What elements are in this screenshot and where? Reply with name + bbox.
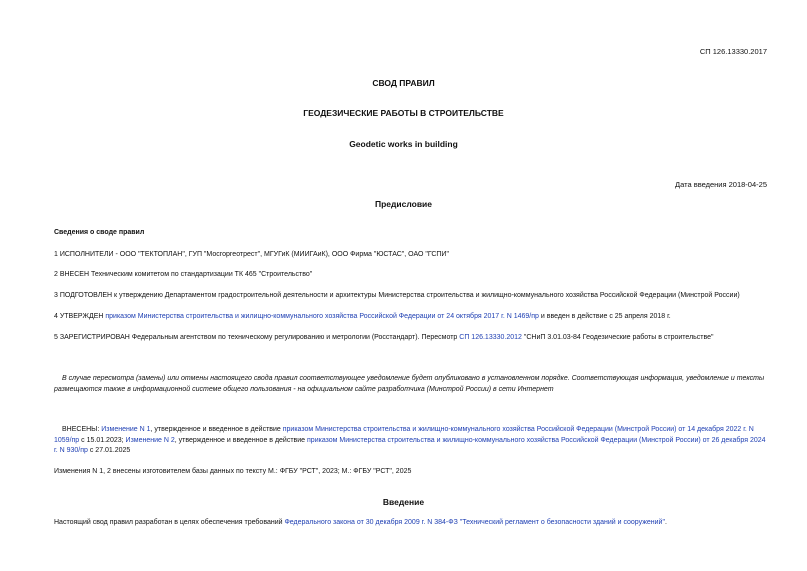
item-4-text-start: 4 УТВЕРЖДЕН [54, 313, 106, 320]
foreword-item-4 [54, 312, 770, 323]
revision-notice: В случае пересмотра (замены) или отмены настоящего свода правил соответствующее уведомление будет опубликовано в установленном порядке. Соответствующая информация, уведомление и тексты размещаются также в информационной системе общего пользования - на официальном сайте разработчика (Минстрой России) в сети Интернет [54, 375, 765, 393]
amendments-paragraph [54, 425, 770, 457]
amendment-1-link[interactable]: Изменение N 1 [101, 426, 151, 433]
previous-edition-link[interactable]: СП 126.13330.2012 [459, 334, 522, 341]
foreword-item-2: 2 ВНЕСЕН Техническим комитетом по стандартизации ТК 465 "Строительство" [54, 271, 313, 278]
foreword-item-1: 1 ИСПОЛНИТЕЛИ - ООО "ТЕКТОПЛАН", ГУП "Мосгоргеотрест", МГУГиК (МИИГАиК), ООО Фирма "ЮСТАС", ОАО "ГСПИ" [54, 251, 449, 258]
doc-type-heading: СВОД ПРАВИЛ [372, 78, 435, 88]
amendments-text-4: , утвержденное и введенное в действие [174, 436, 308, 444]
amendment-1-order-link[interactable]: приказом Министерства строительства и жилищно-коммунального хозяйства Российской Федерации (Минстрой России) от 14 декабря 2022 г. N 1059/пр [54, 426, 754, 444]
item-4-text-end: и введен в действие с 25 апреля 2018 г. [538, 313, 671, 320]
document-title-english: Geodetic works in building [349, 139, 458, 149]
approval-order-link[interactable]: приказом Министерства строительства и жилищно-коммунального хозяйства Российской Федерации от 24 октября 2017 г. N 1469/пр [105, 313, 539, 320]
introduction-text-end: . [664, 519, 667, 526]
foreword-subheading: Сведения о своде правил [54, 229, 145, 236]
amendments-text-5: с 27.01.2025 [87, 447, 131, 454]
amendments-text-1: ВНЕСЕНЫ: [62, 426, 102, 433]
federal-law-link[interactable]: Федерального закона от 30 декабря 2009 г. N 384-ФЗ "Технический регламент о безопасности зданий и сооружений" [284, 519, 665, 526]
amendment-2-link[interactable]: Изменение N 2 [125, 436, 175, 444]
introduction-text-start: Настоящий свод правил разработан в целях обеспечения требований [54, 519, 285, 526]
introduction-heading: Введение [382, 497, 425, 507]
document-title: ГЕОДЕЗИЧЕСКИЕ РАБОТЫ В СТРОИТЕЛЬСТВЕ [303, 108, 504, 118]
introduction-date: Дата введения 2018-04-25 [675, 180, 767, 189]
amendments-note: Изменения N 1, 2 внесены изготовителем базы данных по тексту М.: ФГБУ "РСТ", 2023; М.: ФГБУ "РСТ", 2025 [54, 468, 412, 475]
foreword-item-3: 3 ПОДГОТОВЛЕН к утверждению Департаментом градостроительной деятельности и архитектуры Министерства строительства и жилищно-коммунального хозяйства Российской Федерации (Минстрой России) [54, 292, 740, 299]
introduction-paragraph [54, 518, 770, 529]
amendment-2-order-link[interactable]: приказом Министерства строительства и жилищно-коммунального хозяйства Российской Федерации (Минстрой России) от 26 декабря 2024 г. N 930/пр [54, 436, 766, 454]
document-code: СП 126.13330.2017 [699, 47, 767, 56]
amendments-text-2: , утвержденное и введенное в действие [150, 426, 283, 433]
item-5-text-end: "СНиП 3.01.03-84 Геодезические работы в строительстве" [521, 334, 714, 341]
item-5-text-start: 5 ЗАРЕГИСТРИРОВАН Федеральным агентством по техническому регулированию и метрологии (Росстандарт). Пересмотр [54, 334, 460, 341]
amendments-text-3: с 15.01.2023; [79, 436, 126, 444]
foreword-item-5 [54, 333, 770, 344]
foreword-heading: Предисловие [374, 199, 433, 209]
